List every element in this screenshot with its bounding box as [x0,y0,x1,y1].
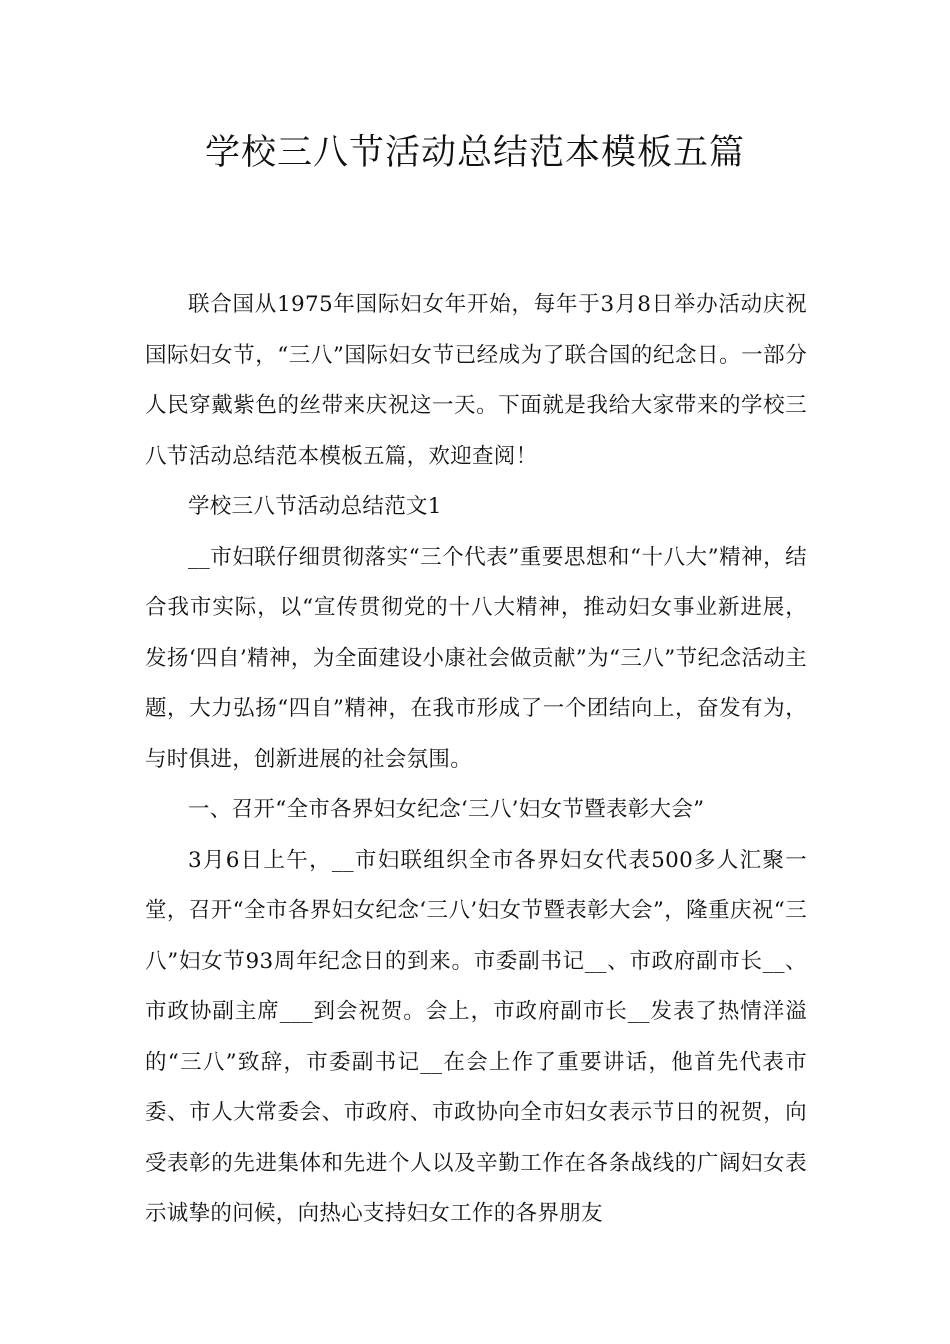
section-heading: 学校三八节活动总结范文1 [188,494,442,519]
intro-paragraph: 联合国从1975年国际妇女年开始，每年于3月8日举办活动庆祝国际妇女节，“三八”国际妇女节已经成为了联合国的纪念日。一部分人民穿戴紫色的丝带来庆祝这一天。下面就是我给大家带来的学校三八节活动总结范本模板五篇，欢迎查阅！ [145,292,807,469]
body-paragraph: 3月6日上午，__市妇联组织全市各界妇女代表500多人汇聚一堂，召开“全市各界妇女纪念‘三八’妇女节暨表彰大会”，隆重庆祝“三八”妇女节93周年纪念日的到来。市委副书记__、市政府副市长__、市政协副主席___到会祝贺。会上，市政府副市长__发表了热情洋溢的“三八”致辞，市委副书记__在会上作了重要讲话，他首先代表市委、市人大常委会、市政府、市政协向全市妇女表示节日的祝贺，向受表彰的先进集体和先进个人以及辛勤工作在各条战线的广阔妇女表示诚挚的问候，向热心支持妇女工作的各界朋友 [145,847,807,1226]
document-body [145,280,807,1240]
body-paragraph: __市妇联仔细贯彻落实“三个代表”重要思想和“十八大”精神，结合我市实际，以“宣传贯彻党的十八大精神，推动妇女事业新进展，发扬‘四自’精神，为全面建设小康社会做贡献”为“三八”节纪念活动主题，大力弘扬“四自”精神，在我市形成了一个团结向上，奋发有为，与时俱进，创新进展的社会氛围。 [145,544,807,772]
document-title: 学校三八节活动总结范本模板五篇 [204,133,745,173]
subsection-heading: 一、召开“全市各界妇女纪念‘三八’妇女节暨表彰大会” [188,797,705,822]
